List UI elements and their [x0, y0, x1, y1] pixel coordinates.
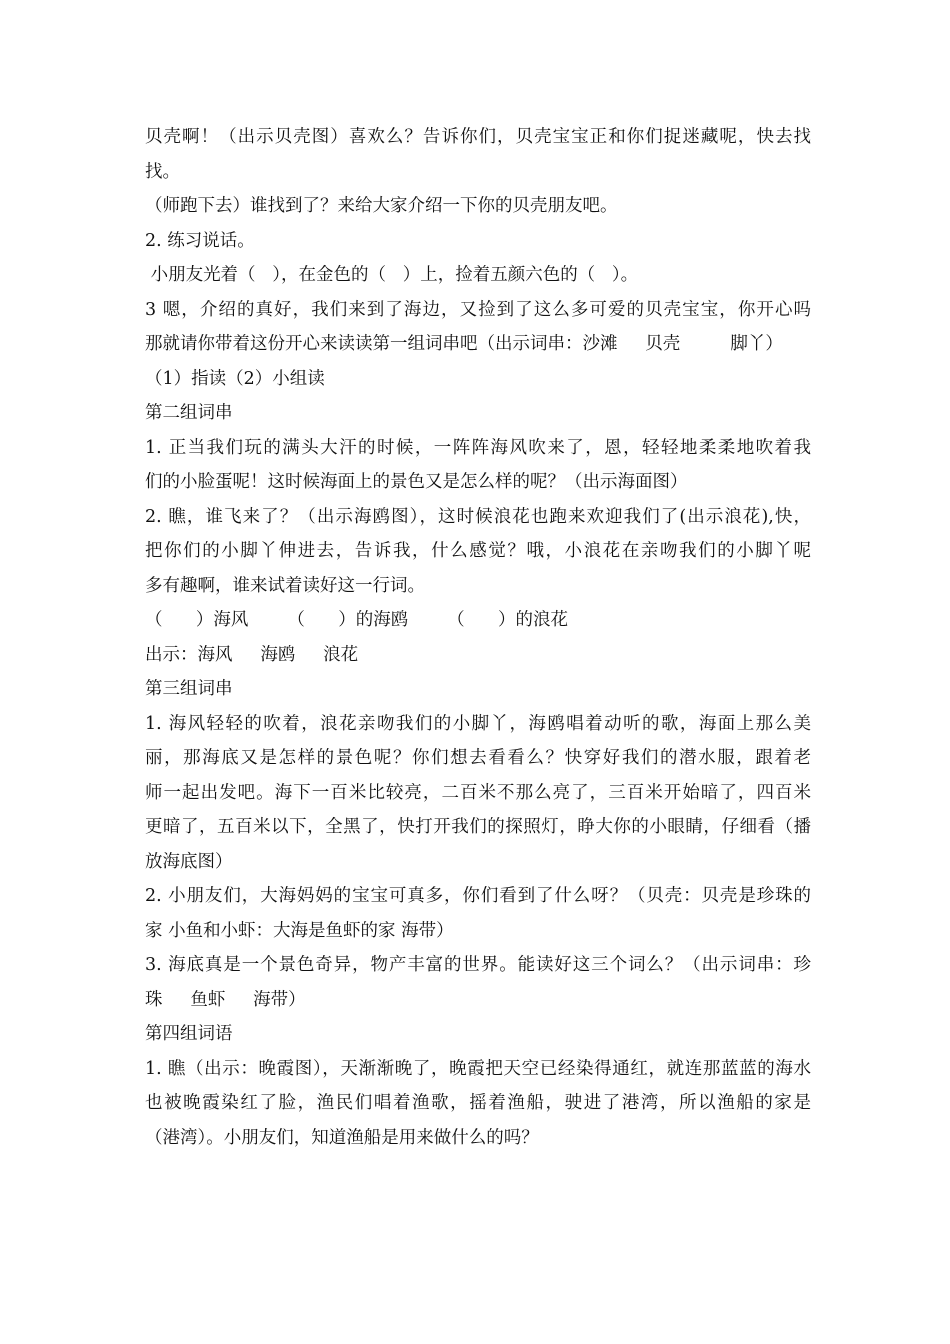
text-line: 们的小脸蛋呢！这时候海面上的景色又是怎么样的呢？（出示海面图） [145, 472, 688, 492]
text-line: 2. 瞧，谁飞来了？（出示海鸥图），这时候浪花也跑来欢迎我们了(出示浪花),快， [145, 506, 811, 527]
text-line: 家 小鱼和小虾：大海是鱼虾的家 海带） [145, 920, 454, 941]
text-line: 贝壳啊！（出示贝壳图）喜欢么？告诉你们，贝壳宝宝正和你们捉迷藏呢，快去找 [145, 127, 811, 147]
text-line: 丽，那海底又是怎样的景色呢？你们想去看看么？快穿好我们的潜水服，跟着老 [145, 748, 811, 768]
text-line: 把你们的小脚丫伸进去，告诉我，什么感觉？哦，小浪花在亲吻我们的小脚丫呢 [145, 541, 811, 561]
text-line: 2. 小朋友们，大海妈妈的宝宝可真多，你们看到了什么呀？（贝壳：贝壳是珍珠的 [145, 886, 811, 906]
text-line: 1. 瞧（出示：晚霞图），天渐渐晚了，晚霞把天空已经染得通红，就连那蓝蓝的海水 [145, 1058, 811, 1079]
text-line: 1. 正当我们玩的满头大汗的时候，一阵阵海风吹来了，恩，轻轻地柔柔地吹着我 [145, 437, 811, 458]
text-line: 珠 鱼虾 海带） [145, 989, 306, 1010]
text-line: 1. 海风轻轻的吹着，浪花亲吻我们的小脚丫，海鸥唱着动听的歌，海面上那么美 [145, 713, 811, 734]
text-line: 出示：海风 海鸥 浪花 [145, 644, 359, 665]
text-line: （ ）海风 （ ）的海鸥 （ ）的浪花 [145, 610, 569, 630]
text-line: 第四组词语 [145, 1024, 233, 1044]
text-line: 第二组词串 [145, 403, 233, 423]
text-line: 也被晚霞染红了脸，渔民们唱着渔歌，摇着渔船，驶进了港湾，所以渔船的家是 [145, 1093, 811, 1113]
text-line: 多有趣啊，谁来试着读好这一行词。 [145, 575, 425, 596]
text-line: （师跑下去）谁找到了？来给大家介绍一下你的贝壳朋友吧。 [145, 196, 618, 216]
text-line: （1）指读（2）小组读 [145, 368, 325, 389]
text-line: （港湾）。小朋友们，知道渔船是用来做什么的吗？ [145, 1127, 539, 1148]
text-line: 小朋友光着（ ），在金色的（ ）上，捡着五颜六色的（ ）。 [145, 265, 639, 285]
text-line: 更暗了，五百米以下，全黑了，快打开我们的探照灯，睁大你的小眼睛，仔细看（播 [145, 817, 811, 837]
text-line: 3 嗯，介绍的真好，我们来到了海边，又捡到了这么多可爱的贝壳宝宝，你开心吗 [145, 299, 811, 320]
text-line: 2. 练习说话。 [145, 230, 255, 251]
text-line: 放海底图） [145, 851, 233, 872]
text-line: 3. 海底真是一个景色奇异，物产丰富的世界。能读好这三个词么？（出示词串：珍 [145, 955, 811, 975]
document-body [145, 120, 811, 1155]
text-line: 第三组词串 [145, 679, 233, 699]
text-line: 那就请你带着这份开心来读读第一组词串吧（出示词串：沙滩 贝壳 脚丫） [145, 334, 783, 354]
text-line: 师一起出发吧。海下一百米比较亮，二百米不那么亮了，三百米开始暗了，四百米 [145, 782, 811, 803]
text-line: 找。 [145, 161, 180, 182]
